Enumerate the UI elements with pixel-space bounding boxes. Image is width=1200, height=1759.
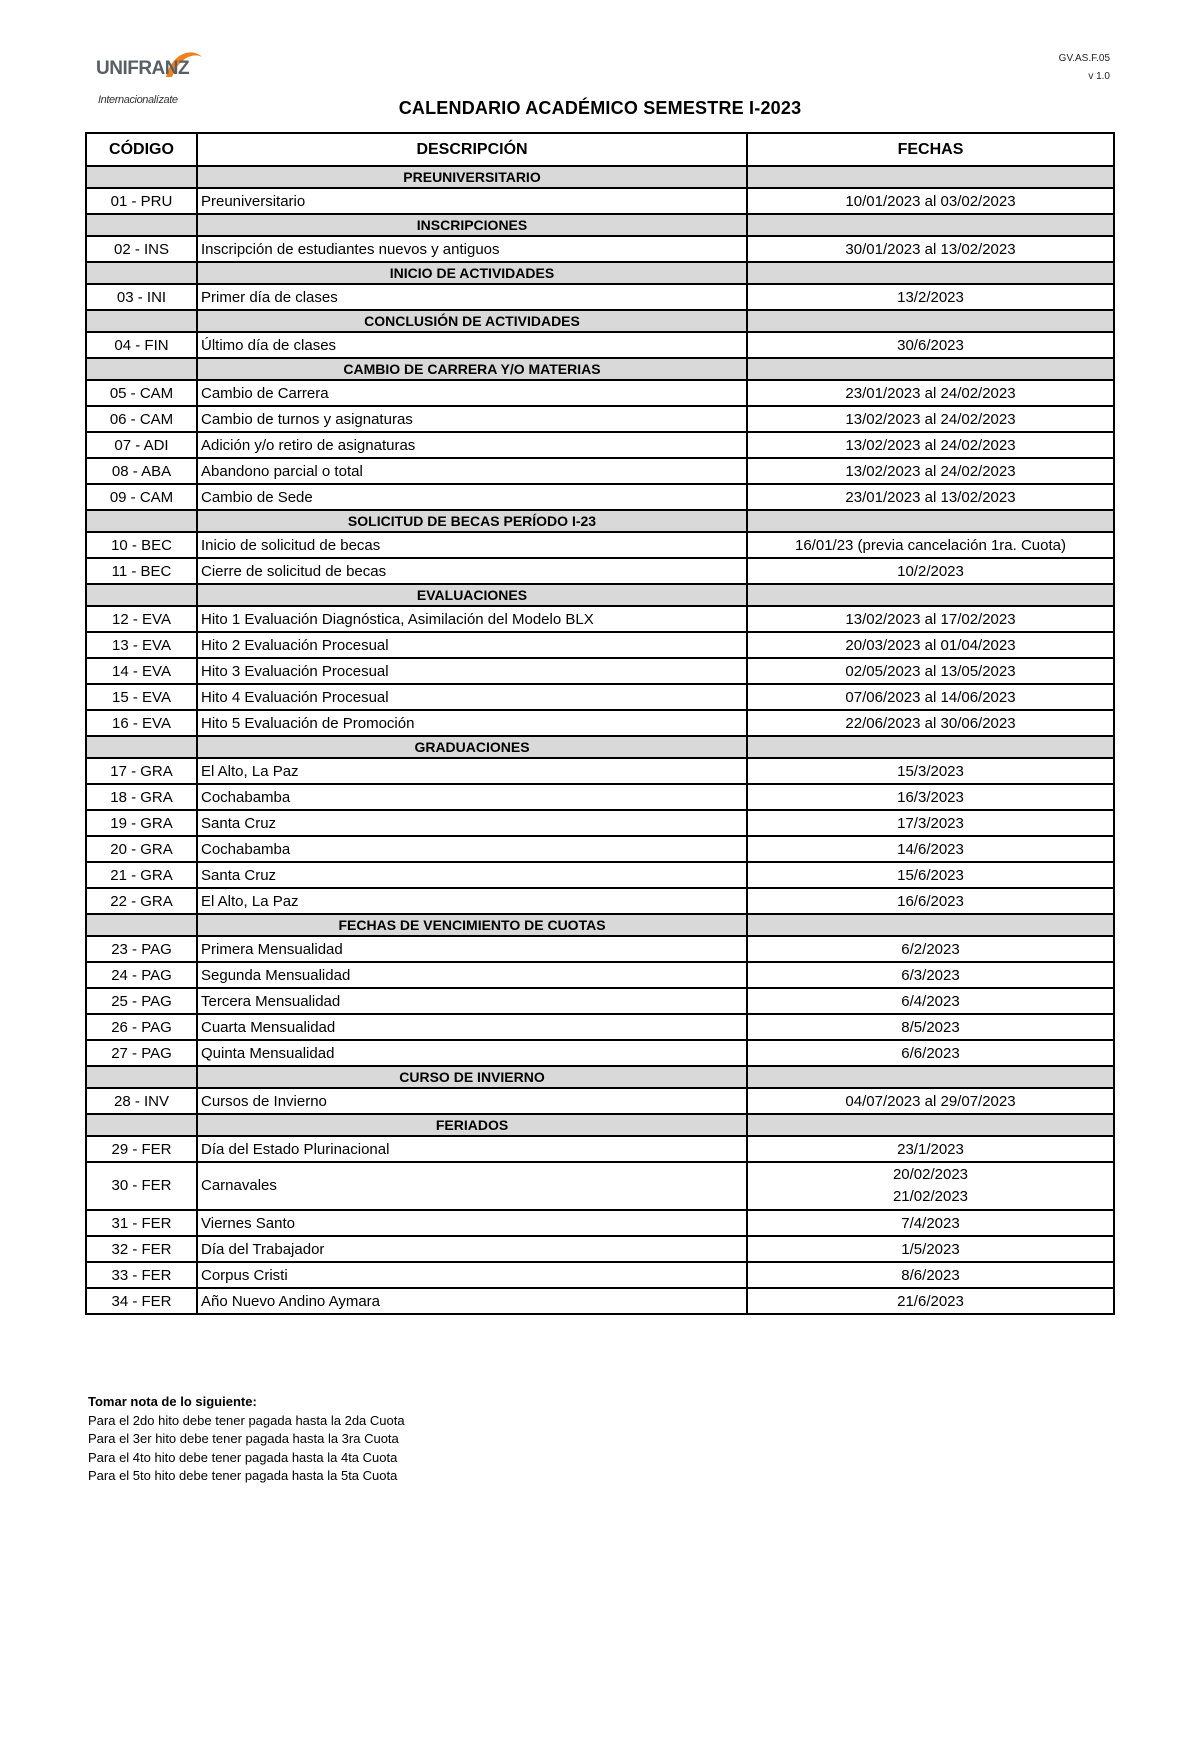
section-code-cell bbox=[86, 214, 197, 236]
section-title: EVALUACIONES bbox=[197, 584, 747, 606]
row-description: Cochabamba bbox=[197, 784, 747, 810]
row-description: Cursos de Invierno bbox=[197, 1088, 747, 1114]
section-code-cell bbox=[86, 310, 197, 332]
row-date-line: 20/02/2023 bbox=[892, 1166, 969, 1183]
row-dates: 10/2/2023 bbox=[747, 558, 1114, 584]
row-dates: 7/4/2023 bbox=[747, 1210, 1114, 1236]
row-code: 14 - EVA bbox=[86, 658, 197, 684]
section-date-cell bbox=[747, 310, 1114, 332]
row-dates: 13/02/2023 al 17/02/2023 bbox=[747, 606, 1114, 632]
section-row bbox=[86, 510, 1114, 532]
section-date-cell bbox=[747, 214, 1114, 236]
row-description: Quinta Mensualidad bbox=[197, 1040, 747, 1066]
row-description: Santa Cruz bbox=[197, 862, 747, 888]
header-code: CÓDIGO bbox=[86, 133, 197, 166]
row-description: Inicio de solicitud de becas bbox=[197, 532, 747, 558]
section-code-cell bbox=[86, 914, 197, 936]
row-dates: 15/6/2023 bbox=[747, 862, 1114, 888]
section-title: CONCLUSIÓN DE ACTIVIDADES bbox=[197, 310, 747, 332]
row-description: Santa Cruz bbox=[197, 810, 747, 836]
row-code: 32 - FER bbox=[86, 1236, 197, 1262]
section-code-cell bbox=[86, 1114, 197, 1136]
row-dates: 10/01/2023 al 03/02/2023 bbox=[747, 188, 1114, 214]
table-row bbox=[86, 1210, 1114, 1236]
table-row bbox=[86, 658, 1114, 684]
row-dates: 21/6/2023 bbox=[747, 1288, 1114, 1314]
row-code: 10 - BEC bbox=[86, 532, 197, 558]
row-code: 11 - BEC bbox=[86, 558, 197, 584]
row-code: 25 - PAG bbox=[86, 988, 197, 1014]
section-title: INSCRIPCIONES bbox=[197, 214, 747, 236]
section-date-cell bbox=[747, 510, 1114, 532]
section-title: INICIO DE ACTIVIDADES bbox=[197, 262, 747, 284]
row-description: Viernes Santo bbox=[197, 1210, 747, 1236]
row-dates: 13/02/2023 al 24/02/2023 bbox=[747, 406, 1114, 432]
table-row bbox=[86, 1162, 1114, 1210]
section-row bbox=[86, 166, 1114, 188]
row-code: 30 - FER bbox=[86, 1162, 197, 1210]
row-description: Preuniversitario bbox=[197, 188, 747, 214]
table-row bbox=[86, 758, 1114, 784]
row-dates: 8/5/2023 bbox=[747, 1014, 1114, 1040]
row-description: Primer día de clases bbox=[197, 284, 747, 310]
row-dates: 23/1/2023 bbox=[747, 1136, 1114, 1162]
row-dates: 30/01/2023 al 13/02/2023 bbox=[747, 236, 1114, 262]
row-code: 06 - CAM bbox=[86, 406, 197, 432]
section-date-cell bbox=[747, 584, 1114, 606]
row-description: Hito 1 Evaluación Diagnóstica, Asimilación del Modelo BLX bbox=[197, 606, 747, 632]
notes-block bbox=[88, 1393, 405, 1486]
notes-heading: Tomar nota de lo siguiente: bbox=[88, 1394, 257, 1409]
row-description: El Alto, La Paz bbox=[197, 888, 747, 914]
section-row bbox=[86, 214, 1114, 236]
table-row bbox=[86, 284, 1114, 310]
row-dates: 6/4/2023 bbox=[747, 988, 1114, 1014]
row-description: Cierre de solicitud de becas bbox=[197, 558, 747, 584]
row-dates: 16/01/23 (previa cancelación 1ra. Cuota) bbox=[747, 532, 1114, 558]
row-code: 22 - GRA bbox=[86, 888, 197, 914]
row-code: 21 - GRA bbox=[86, 862, 197, 888]
row-code: 04 - FIN bbox=[86, 332, 197, 358]
section-date-cell bbox=[747, 262, 1114, 284]
calendar-body bbox=[86, 166, 1114, 1314]
row-code: 18 - GRA bbox=[86, 784, 197, 810]
row-code: 16 - EVA bbox=[86, 710, 197, 736]
table-row bbox=[86, 962, 1114, 988]
logo-tagline: Internacionalízate bbox=[98, 94, 178, 106]
logo-wordmark: UNIFRANZ bbox=[96, 58, 190, 79]
row-code: 24 - PAG bbox=[86, 962, 197, 988]
table-row bbox=[86, 684, 1114, 710]
row-description: Corpus Cristi bbox=[197, 1262, 747, 1288]
row-description: Hito 2 Evaluación Procesual bbox=[197, 632, 747, 658]
table-row bbox=[86, 406, 1114, 432]
row-code: 13 - EVA bbox=[86, 632, 197, 658]
row-dates: 1/5/2023 bbox=[747, 1236, 1114, 1262]
row-dates: 17/3/2023 bbox=[747, 810, 1114, 836]
row-dates: 16/3/2023 bbox=[747, 784, 1114, 810]
table-row bbox=[86, 1088, 1114, 1114]
section-row bbox=[86, 736, 1114, 758]
table-row bbox=[86, 1288, 1114, 1314]
row-dates: 15/3/2023 bbox=[747, 758, 1114, 784]
section-code-cell bbox=[86, 1066, 197, 1088]
row-description: Carnavales bbox=[197, 1162, 747, 1210]
table-row bbox=[86, 632, 1114, 658]
section-title: CAMBIO DE CARRERA Y/O MATERIAS bbox=[197, 358, 747, 380]
table-row bbox=[86, 862, 1114, 888]
section-date-cell bbox=[747, 914, 1114, 936]
row-description: Adición y/o retiro de asignaturas bbox=[197, 432, 747, 458]
row-description: Cuarta Mensualidad bbox=[197, 1014, 747, 1040]
row-dates: 16/6/2023 bbox=[747, 888, 1114, 914]
row-description: Cochabamba bbox=[197, 836, 747, 862]
notes-line: Para el 4to hito debe tener pagada hasta la 4ta Cuota bbox=[88, 1449, 398, 1465]
section-date-cell bbox=[747, 1066, 1114, 1088]
section-code-cell bbox=[86, 166, 197, 188]
document-version: v 1.0 bbox=[1088, 71, 1110, 82]
table-row bbox=[86, 532, 1114, 558]
row-description: Último día de clases bbox=[197, 332, 747, 358]
table-row bbox=[86, 332, 1114, 358]
section-title: FECHAS DE VENCIMIENTO DE CUOTAS bbox=[197, 914, 747, 936]
row-code: 26 - PAG bbox=[86, 1014, 197, 1040]
row-description: Inscripción de estudiantes nuevos y antiguos bbox=[197, 236, 747, 262]
notes-line: Para el 5to hito debe tener pagada hasta la 5ta Cuota bbox=[88, 1468, 398, 1483]
table-row bbox=[86, 710, 1114, 736]
section-date-cell bbox=[747, 166, 1114, 188]
row-description: Abandono parcial o total bbox=[197, 458, 747, 484]
table-row bbox=[86, 606, 1114, 632]
row-code: 31 - FER bbox=[86, 1210, 197, 1236]
row-date-line: 21/02/2023 bbox=[892, 1188, 969, 1205]
row-code: 19 - GRA bbox=[86, 810, 197, 836]
calendar-table bbox=[85, 132, 1115, 1315]
section-row bbox=[86, 358, 1114, 380]
row-dates: 02/05/2023 al 13/05/2023 bbox=[747, 658, 1114, 684]
table-row bbox=[86, 784, 1114, 810]
table-row bbox=[86, 836, 1114, 862]
row-code: 23 - PAG bbox=[86, 936, 197, 962]
row-code: 02 - INS bbox=[86, 236, 197, 262]
row-description: Cambio de Sede bbox=[197, 484, 747, 510]
row-description: Primera Mensualidad bbox=[197, 936, 747, 962]
row-dates: 22/06/2023 al 30/06/2023 bbox=[747, 710, 1114, 736]
row-code: 07 - ADI bbox=[86, 432, 197, 458]
table-row bbox=[86, 558, 1114, 584]
row-dates: 13/02/2023 al 24/02/2023 bbox=[747, 432, 1114, 458]
row-code: 29 - FER bbox=[86, 1136, 197, 1162]
row-description: Año Nuevo Andino Aymara bbox=[197, 1288, 747, 1314]
table-row bbox=[86, 988, 1114, 1014]
row-dates: 07/06/2023 al 14/06/2023 bbox=[747, 684, 1114, 710]
section-row bbox=[86, 310, 1114, 332]
row-dates: 13/02/2023 al 24/02/2023 bbox=[747, 458, 1114, 484]
section-row bbox=[86, 914, 1114, 936]
table-row bbox=[86, 1236, 1114, 1262]
row-code: 03 - INI bbox=[86, 284, 197, 310]
row-dates: 13/2/2023 bbox=[747, 284, 1114, 310]
header-description: DESCRIPCIÓN bbox=[197, 133, 747, 166]
section-title: SOLICITUD DE BECAS PERÍODO I-23 bbox=[197, 510, 747, 532]
table-row bbox=[86, 888, 1114, 914]
row-dates: 6/6/2023 bbox=[747, 1040, 1114, 1066]
row-code: 05 - CAM bbox=[86, 380, 197, 406]
table-row bbox=[86, 1136, 1114, 1162]
section-code-cell bbox=[86, 584, 197, 606]
row-code: 12 - EVA bbox=[86, 606, 197, 632]
row-description: Hito 3 Evaluación Procesual bbox=[197, 658, 747, 684]
row-description: Día del Estado Plurinacional bbox=[197, 1136, 747, 1162]
row-code: 09 - CAM bbox=[86, 484, 197, 510]
row-dates: 04/07/2023 al 29/07/2023 bbox=[747, 1088, 1114, 1114]
row-description: Cambio de Carrera bbox=[197, 380, 747, 406]
section-title: FERIADOS bbox=[197, 1114, 747, 1136]
header-dates: FECHAS bbox=[747, 133, 1114, 166]
row-dates: 14/6/2023 bbox=[747, 836, 1114, 862]
row-dates: 30/6/2023 bbox=[747, 332, 1114, 358]
section-title: PREUNIVERSITARIO bbox=[197, 166, 747, 188]
row-description: Hito 5 Evaluación de Promoción bbox=[197, 710, 747, 736]
section-row bbox=[86, 584, 1114, 606]
row-dates: 23/01/2023 al 24/02/2023 bbox=[747, 380, 1114, 406]
row-dates: 8/6/2023 bbox=[747, 1262, 1114, 1288]
section-date-cell bbox=[747, 358, 1114, 380]
table-row bbox=[86, 236, 1114, 262]
row-description: El Alto, La Paz bbox=[197, 758, 747, 784]
row-description: Segunda Mensualidad bbox=[197, 962, 747, 988]
table-row bbox=[86, 810, 1114, 836]
table-row bbox=[86, 1040, 1114, 1066]
row-code: 01 - PRU bbox=[86, 188, 197, 214]
table-row bbox=[86, 380, 1114, 406]
row-dates bbox=[747, 1162, 1114, 1210]
document-code-id: GV.AS.F.05 bbox=[1058, 53, 1110, 64]
section-code-cell bbox=[86, 510, 197, 532]
section-code-cell bbox=[86, 262, 197, 284]
row-dates: 6/3/2023 bbox=[747, 962, 1114, 988]
table-row bbox=[86, 188, 1114, 214]
row-description: Cambio de turnos y asignaturas bbox=[197, 406, 747, 432]
table-row bbox=[86, 1014, 1114, 1040]
page-title: CALENDARIO ACADÉMICO SEMESTRE I-2023 bbox=[398, 98, 802, 118]
row-code: 34 - FER bbox=[86, 1288, 197, 1314]
section-row bbox=[86, 262, 1114, 284]
table-row bbox=[86, 1262, 1114, 1288]
table-row bbox=[86, 458, 1114, 484]
row-dates: 23/01/2023 al 13/02/2023 bbox=[747, 484, 1114, 510]
row-description: Tercera Mensualidad bbox=[197, 988, 747, 1014]
row-code: 33 - FER bbox=[86, 1262, 197, 1288]
row-code: 17 - GRA bbox=[86, 758, 197, 784]
row-dates: 20/03/2023 al 01/04/2023 bbox=[747, 632, 1114, 658]
table-row bbox=[86, 432, 1114, 458]
section-date-cell bbox=[747, 1114, 1114, 1136]
table-header-row bbox=[86, 133, 1114, 166]
document-code bbox=[1059, 50, 1110, 86]
table-row bbox=[86, 484, 1114, 510]
row-code: 08 - ABA bbox=[86, 458, 197, 484]
section-date-cell bbox=[747, 736, 1114, 758]
row-code: 28 - INV bbox=[86, 1088, 197, 1114]
section-title: GRADUACIONES bbox=[197, 736, 747, 758]
row-dates: 6/2/2023 bbox=[747, 936, 1114, 962]
row-code: 27 - PAG bbox=[86, 1040, 197, 1066]
section-row bbox=[86, 1114, 1114, 1136]
table-row bbox=[86, 936, 1114, 962]
notes-line: Para el 3er hito debe tener pagada hasta la 3ra Cuota bbox=[88, 1431, 399, 1446]
row-description: Día del Trabajador bbox=[197, 1236, 747, 1262]
row-code: 20 - GRA bbox=[86, 836, 197, 862]
section-row bbox=[86, 1066, 1114, 1088]
section-title: CURSO DE INVIERNO bbox=[197, 1066, 747, 1088]
section-code-cell bbox=[86, 358, 197, 380]
section-code-cell bbox=[86, 736, 197, 758]
row-code: 15 - EVA bbox=[86, 684, 197, 710]
row-description: Hito 4 Evaluación Procesual bbox=[197, 684, 747, 710]
notes-line: Para el 2do hito debe tener pagada hasta la 2da Cuota bbox=[88, 1412, 405, 1428]
